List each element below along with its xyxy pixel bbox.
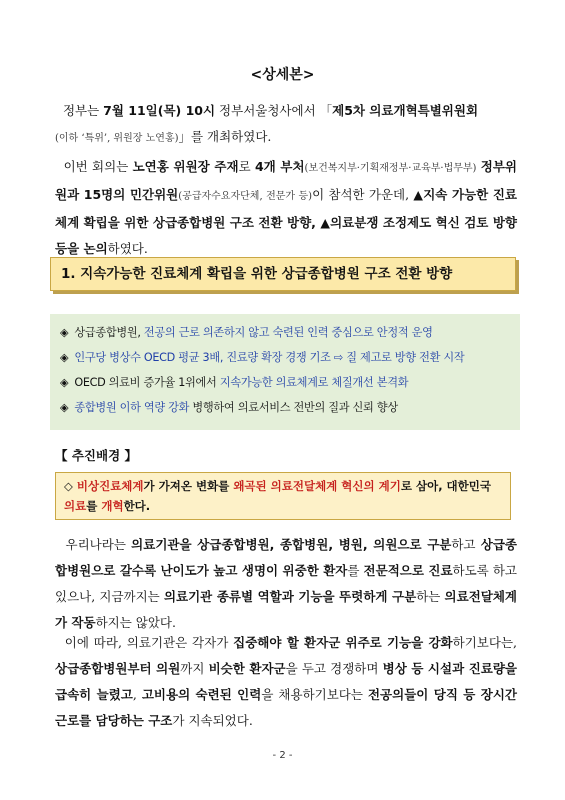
- members-note: (공급자수요자단체, 전문가 등): [178, 191, 313, 202]
- text: 이번 회의는: [63, 159, 133, 174]
- text: 하고: [451, 537, 481, 552]
- summary-item: [60, 395, 520, 420]
- text: 한다.: [123, 499, 151, 513]
- diamond-bullet-icon: ◈: [60, 351, 69, 364]
- emphasis: 의료기관을 상급종합병원, 종합병원, 병원, 의원으로 구분: [131, 537, 452, 552]
- meeting-date: 7월 11일(목) 10시: [103, 103, 216, 118]
- text: 을 두고 경쟁하며: [285, 661, 383, 676]
- summary-item: [60, 320, 520, 345]
- text: 정부서울청사에서 「: [215, 103, 333, 118]
- text: 를: [86, 499, 102, 513]
- meeting-note: (이하 ‘특위’, 위원장 노연홍): [55, 133, 179, 144]
- text: 」를 개최하였다.: [178, 129, 272, 144]
- text: ,: [132, 687, 142, 702]
- page-number: - 2 -: [272, 750, 293, 761]
- summary-item: [60, 370, 520, 395]
- meeting-title: 제5차 의료개혁특별위원회: [332, 103, 479, 118]
- emphasis: 상급종합병원부터 의원: [55, 661, 181, 676]
- text: 우리나라는: [65, 537, 132, 552]
- text: 가 가져온 변화를: [143, 479, 234, 493]
- diamond-bullet-icon: ◈: [60, 376, 69, 389]
- diamond-outline-icon: ◇: [64, 479, 73, 493]
- emphasis: 의료전달체계가 작동: [55, 589, 517, 630]
- text: 병행하여 의료서비스 전반의 질과 신뢰 향상: [189, 401, 398, 414]
- text: 를: [347, 563, 364, 578]
- text: 가 지속되었다.: [172, 713, 253, 728]
- text: 이에 따라, 의료기관은 각자가: [64, 635, 234, 650]
- highlight-text: 의료: [64, 499, 87, 513]
- background-box: [55, 472, 511, 520]
- emphasis: 상급종합병원으로 갈수록 난이도가 높고 생명이 위중한 환자: [55, 537, 517, 578]
- emphasis: 비슷한 환자군: [208, 661, 286, 676]
- text: 을 채용하기보다는: [261, 687, 368, 702]
- summary-item: [60, 345, 520, 370]
- meeting-paragraph: [55, 154, 517, 262]
- text: 하기보다는,: [452, 635, 517, 650]
- chair: 노연홍 위원장 주재: [132, 159, 239, 174]
- text: 하지는 않았다.: [95, 615, 176, 630]
- emphasis: 병상 등 시설과 진료량을 급속히 늘렸고: [55, 661, 517, 702]
- intro-paragraph: [55, 98, 517, 152]
- ministries-note: (보건복지부·기획재정부·교육부·법무부): [304, 163, 477, 174]
- consequence-paragraph: [55, 630, 517, 734]
- highlight-text: 왜곡된 의료전달체계 혁신의 계기: [233, 479, 401, 493]
- emphasis: 고비용의 숙련된 인력: [141, 687, 262, 702]
- context-paragraph: [55, 532, 517, 636]
- highlight-text: 종합병원 이하 역량 강화: [74, 401, 190, 414]
- text: 하도록 하고 있으나, 지금까지는: [55, 563, 517, 604]
- emphasis: 의료기관 종류별 역할과 기능을 뚜렷하게 구분: [163, 589, 417, 604]
- background-label: 【 추진배경 】: [55, 448, 138, 463]
- text: OECD 의료비 증가율 1위에서: [74, 376, 220, 389]
- text: 이 참석한 가운데,: [312, 187, 414, 202]
- highlight-text: 경쟁 기조 ⇨ 질 제고로 방향 전환 시작: [282, 351, 465, 364]
- emphasis: 집중해야 할 환자군 위주로 기능을 강화: [233, 635, 453, 650]
- highlight-text: 지속가능한 의료체계로 체질개선 본격화: [219, 376, 409, 389]
- text: 로: [238, 159, 255, 174]
- text: 상급종합병원,: [74, 326, 144, 339]
- diamond-bullet-icon: ◈: [60, 401, 69, 414]
- emphasis: 전문적으로 진료: [363, 563, 453, 578]
- highlight-text: 전공의 근로 의존하지 않고 숙련된 인력 중심으로 안정적 운영: [143, 326, 433, 339]
- text: 하였다.: [107, 241, 148, 256]
- summary-box: [50, 314, 520, 430]
- highlight-text: 개혁: [101, 499, 124, 513]
- section-title: 1. 지속가능한 진료체계 확립을 위한 상급종합병원 구조 전환 방향: [61, 266, 453, 282]
- text: 하는: [416, 589, 445, 604]
- agenda-topics: ▲지속 가능한 진료체계 확립을 위한 상급종합병원 구조 전환 방향, ▲의료분쟁 조정제도 혁신 검토 방향 등을 논의: [55, 187, 517, 256]
- emphasis: 전공의들이 당직 등 장시간 근로를 담당하는 구조: [55, 687, 517, 728]
- section-title-box: [50, 257, 516, 291]
- text: 로 삼아, 대한민국: [400, 479, 491, 493]
- highlight-text: 인구당 병상수 OECD 평균 3배, 진료량 확장: [74, 351, 283, 364]
- document-heading: <상세본>: [250, 67, 315, 83]
- text: 정부는: [62, 103, 104, 118]
- highlight-text: 비상진료체계: [76, 479, 144, 493]
- diamond-bullet-icon: ◈: [60, 326, 69, 339]
- text: 까지: [180, 661, 209, 676]
- ministries: 4개 부처: [254, 159, 305, 174]
- members: 정부위원과 15명의 민간위원: [55, 159, 517, 202]
